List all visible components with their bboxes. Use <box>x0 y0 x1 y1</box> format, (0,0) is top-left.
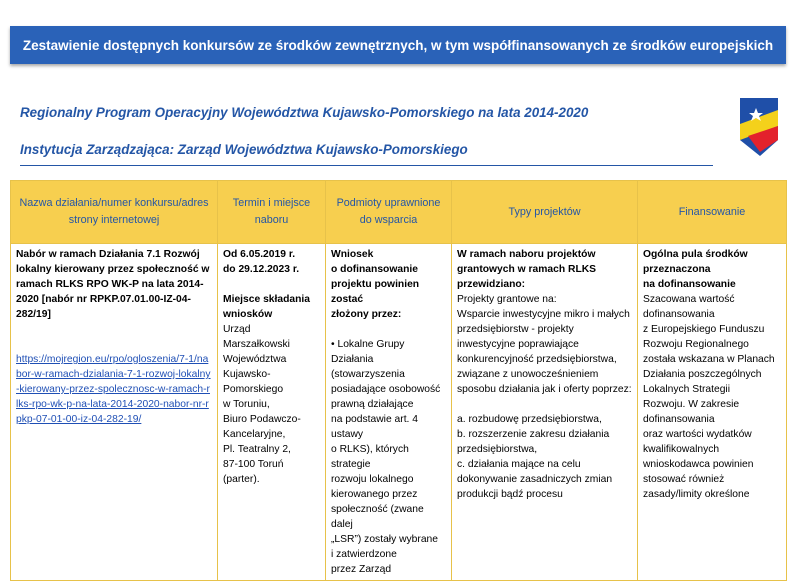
entities-line: przez Zarząd <box>331 564 392 575</box>
types-line: związane z unowocześnieniem <box>457 369 599 380</box>
competition-title: Nabór w ramach Działania 7.1 Rozwój lokalny kierowany przez społeczność w ramach RLKS RPO WK-P na lata 2014-2020 [nabór nr RPKP.07.01.00-IZ-04-282/19] <box>16 249 210 320</box>
financing-line: oraz wartości wydatków <box>643 429 752 440</box>
page-banner: Zestawienie dostępnych konkursów ze środków zewnętrznych, w tym współfinansowanych ze środków europejskich <box>10 26 786 64</box>
place-line: Województwa <box>223 354 287 365</box>
place-line: Pl. Teatralny 2, <box>223 444 291 455</box>
financing-line: zasady/limity określone <box>643 489 750 500</box>
date-from: Od 6.05.2019 r. <box>223 249 296 260</box>
place-line: Biuro Podawczo- <box>223 414 301 425</box>
cell-name <box>11 244 218 581</box>
entities-heading-line: Wniosek <box>331 249 374 260</box>
financing-line: Rozwoju. W zakresie <box>643 399 740 410</box>
program-title: Regionalny Program Operacyjny Województwa Kujawsko-Pomorskiego na lata 2014-2020 <box>20 105 589 120</box>
place-line: Kancelaryjne, <box>223 429 286 440</box>
types-line: konkurencyjność przedsiębiorstwa, <box>457 354 617 365</box>
types-heading-line: W ramach naboru projektów <box>457 249 596 260</box>
entities-line: posiadające osobowość <box>331 384 441 395</box>
place-label: Miejsce składania wniosków <box>223 294 311 320</box>
cell-financing <box>638 244 787 581</box>
financing-line: Szacowana wartość <box>643 294 735 305</box>
place-line: 87-100 Toruń (parter). <box>223 459 284 485</box>
financing-line: dofinansowania <box>643 414 715 425</box>
header-types: Typy projektów <box>452 181 638 244</box>
types-heading-line: grantowych w ramach RLKS <box>457 264 597 275</box>
types-line: Wsparcie inwestycyjne mikro i małych <box>457 309 630 320</box>
entities-line: (stowarzyszenia <box>331 369 405 380</box>
types-line: przedsiębiorstw - projekty <box>457 324 574 335</box>
entities-line: o RLKS), których strategie <box>331 444 409 470</box>
date-to: do 29.12.2023 r. <box>223 264 300 275</box>
entities-line: prawną działające <box>331 399 414 410</box>
entities-line: społeczność (zwane dalej <box>331 504 424 530</box>
types-item: c. działania mające na celu <box>457 459 581 470</box>
title-divider <box>20 165 713 166</box>
entities-line: i zatwierdzone <box>331 549 397 560</box>
header-entities: Podmioty uprawnione do wsparcia <box>326 181 452 244</box>
entities-heading-line: projektu powinien zostać <box>331 279 420 305</box>
entities-line: „LSR”) zostały wybrane <box>331 534 439 545</box>
financing-heading-line: na dofinansowanie <box>643 279 736 290</box>
types-line: inwestycyjne poprawiające <box>457 339 579 350</box>
cell-types <box>452 244 638 581</box>
cell-entities <box>326 244 452 581</box>
entities-line: rozwoju lokalnego <box>331 474 414 485</box>
place-line: w Toruniu, <box>223 399 270 410</box>
cell-term <box>218 244 326 581</box>
types-item: produkcji bądź procesu <box>457 489 563 500</box>
table-row <box>11 244 787 581</box>
financing-line: została wskazana w Planach <box>643 354 775 365</box>
financing-line: Lokalnych Strategii <box>643 384 731 395</box>
header-name: Nazwa działania/numer konkursu/adres strony internetowej <box>11 181 218 244</box>
financing-line: wnioskodawca powinien <box>643 459 754 470</box>
entities-line: kierowanego przez <box>331 489 418 500</box>
types-item: dokonywanie zasadniczych zmian <box>457 474 613 485</box>
financing-line: Rozwoju Regionalnego <box>643 339 749 350</box>
institution-title: Instytucja Zarządzająca: Zarząd Województwa Kujawsko-Pomorskiego <box>20 142 468 157</box>
types-line: sposobu działania jak i oferty poprzez: <box>457 384 632 395</box>
types-heading-line: przewidziano: <box>457 279 526 290</box>
types-item: przedsiębiorstwa, <box>457 444 538 455</box>
entities-heading-line: o dofinansowanie <box>331 264 418 275</box>
competitions-table <box>10 180 787 581</box>
financing-line: kwalifikowalnych <box>643 444 720 455</box>
place-line: Kujawsko-Pomorskiego <box>223 369 284 395</box>
header-term: Termin i miejsce naboru <box>218 181 326 244</box>
financing-line: dofinansowania <box>643 309 715 320</box>
financing-line: z Europejskiego Funduszu <box>643 324 765 335</box>
financing-heading-line: Ogólna pula środków <box>643 249 748 260</box>
table-header-row <box>11 181 787 244</box>
entities-line: • Lokalne Grupy Działania <box>331 339 405 365</box>
types-item: a. rozbudowę przedsiębiorstwa, <box>457 414 602 425</box>
types-item: b. rozszerzenie zakresu działania <box>457 429 610 440</box>
entities-heading-line: złożony przez: <box>331 309 402 320</box>
header-financing: Finansowanie <box>638 181 787 244</box>
financing-line: stosować również <box>643 474 725 485</box>
entities-line: na podstawie art. 4 ustawy <box>331 414 419 440</box>
types-line: Projekty grantowe na: <box>457 294 557 305</box>
financing-heading-line: przeznaczona <box>643 264 711 275</box>
place-line: Urząd Marszałkowski <box>223 324 290 350</box>
eu-funds-logo-icon <box>738 96 780 158</box>
competition-link[interactable]: https://mojregion.eu/rpo/ogloszenia/7-1/nabor-w-ramach-dzialania-7-1-rozwoj-lokalny-kierowany-przez-spolecznosc-w-ramach-rlks-rpo-wk-p-na-lata-2014-2020-nabor-nr-rpkp-07-01-00-iz-04-282-19/ <box>16 354 211 425</box>
financing-line: Działania poszczególnych <box>643 369 762 380</box>
